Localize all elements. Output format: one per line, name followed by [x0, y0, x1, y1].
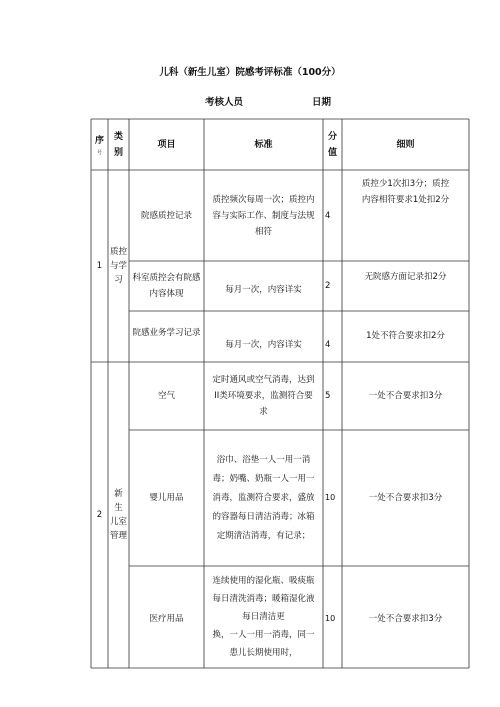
- standard-line: II类环境要求，监测符合要: [214, 391, 313, 401]
- examiner-label: 考核人员: [205, 97, 244, 108]
- row-2-item: [129, 261, 204, 311]
- row-2-standard: 每月一次，内容详实: [225, 285, 302, 295]
- group-1-category-line: 与学: [109, 261, 127, 271]
- row-3-item: 院感业务学习记录: [132, 327, 201, 338]
- row-2-score: 2: [325, 281, 331, 291]
- document-title: 儿科（新生儿室）院感考评标准（100分）: [159, 67, 341, 78]
- standard-line: 毒；奶嘴、奶瓶一人一用一: [212, 473, 315, 484]
- row-2-detail: 无院感方面记录扣2分: [364, 272, 447, 282]
- header-no-line2: 号: [96, 149, 102, 156]
- row-6-standard: [204, 566, 323, 668]
- standard-line: 质控频次每周一次；质控内: [212, 194, 315, 205]
- standard-line: 定时通风或空气消毒，达到: [212, 375, 315, 385]
- row-5-item: 婴儿用品: [149, 493, 184, 503]
- standard-line: 每日清洁更: [242, 612, 285, 622]
- date-label: 日期: [312, 97, 332, 108]
- header-category-line2: 别: [113, 147, 123, 158]
- header-no-line1: 序: [94, 135, 104, 146]
- group-1-category-line: 习: [114, 275, 123, 285]
- row-5-score: 10: [325, 493, 336, 502]
- row-4-score: 5: [325, 391, 331, 401]
- row-6-detail: 一处不合要求扣3分: [368, 614, 443, 624]
- standard-line: 患儿长期使用时，: [229, 648, 298, 658]
- group-2-category-line: 儿室: [109, 517, 127, 527]
- standard-line: 浴巾、浴垫一人一用一消: [216, 454, 311, 465]
- group-1-category: [108, 170, 129, 362]
- row-4-item: 空气: [157, 391, 175, 401]
- group-2-category-line: 生: [114, 503, 123, 513]
- standard-line: 换，一人一用一消毒，同一: [212, 630, 315, 640]
- group-2-number: 2: [96, 510, 103, 520]
- detail-line: 内容相符要求1处扣2分: [361, 195, 450, 205]
- header-detail: 细则: [396, 139, 415, 150]
- group-1-category-line: 质控: [109, 247, 127, 257]
- group-2-category: [108, 362, 129, 668]
- header-score: [323, 119, 342, 170]
- row-1-score: 4: [325, 210, 331, 221]
- row-1-item: 院感质控记录: [140, 210, 192, 221]
- item-line: 科室质控会有院感: [132, 273, 201, 283]
- standard-line: 容与实际工作、制度与法规: [212, 210, 315, 221]
- standard-line: 连续使用的湿化瓶、吸痰瓶: [212, 576, 315, 586]
- row-6-score: 10: [325, 614, 336, 623]
- row-6-item: 医疗用品: [149, 614, 184, 624]
- header-no: [91, 119, 108, 170]
- row-1-detail: [342, 170, 469, 261]
- header-score-line1: 分: [327, 131, 337, 142]
- group-2-category-line: 新: [114, 489, 123, 499]
- standard-line: 定期清洁消毒，有记录；: [216, 530, 311, 541]
- group-1-number: 1: [96, 261, 103, 271]
- standard-line: 每日清洗消毒；暖箱湿化液: [212, 594, 315, 604]
- header-category-line1: 类: [113, 131, 123, 142]
- group-2-category-line: 管理: [109, 531, 127, 541]
- standard-line: 求: [259, 407, 268, 417]
- row-3-standard: 每月一次，内容详实: [225, 339, 302, 350]
- item-line: 内容体现: [149, 289, 184, 299]
- row-5-detail: 一处不合要求扣3分: [368, 493, 443, 503]
- standard-line: 相符: [254, 226, 272, 237]
- row-4-standard: [204, 362, 323, 430]
- detail-line: 质控少1次扣3分；质控: [361, 179, 450, 189]
- header-score-line2: 值: [327, 147, 337, 158]
- header-category: [108, 119, 129, 170]
- row-5-standard: [204, 430, 323, 566]
- header-item: 项目: [157, 139, 176, 150]
- header-standard: 标准: [254, 139, 273, 150]
- row-4-detail: 一处不合要求扣3分: [368, 391, 443, 401]
- standard-line: 的容器每日清洁消毒；冰箱: [212, 511, 315, 522]
- row-3-score: 4: [325, 339, 331, 350]
- standard-line: 消毒，监测符合要求，盛放: [212, 492, 315, 503]
- row-3-detail: 1处不符合要求扣2分: [366, 330, 445, 341]
- row-1-standard: [204, 170, 323, 261]
